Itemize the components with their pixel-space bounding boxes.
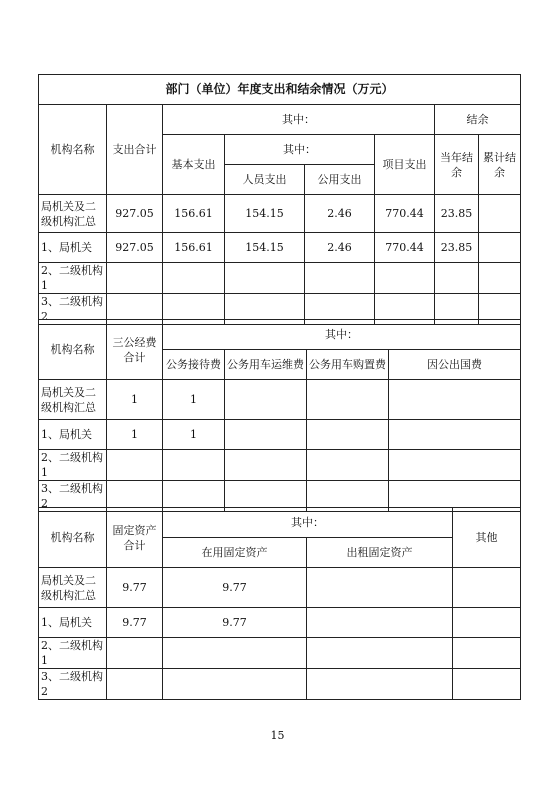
total-cell — [107, 263, 163, 294]
table-row — [39, 638, 521, 669]
header-of-which: 其中： — [163, 320, 521, 350]
header-vehicle-operation: 公务用车运维费 — [225, 350, 307, 380]
in-use-cell — [163, 638, 307, 669]
header-abroad: 因公出国费 — [389, 350, 521, 380]
reception-cell: 1 — [163, 380, 225, 420]
table-row — [39, 420, 521, 450]
header-three-public-total: 三公经费合计 — [107, 320, 163, 380]
header-cumulative-balance: 累计结余 — [479, 135, 521, 195]
basic-cell: 156.61 — [163, 233, 225, 263]
current-balance-cell — [435, 263, 479, 294]
header-other: 其他 — [453, 508, 521, 568]
fixed-assets-table — [38, 507, 521, 700]
abroad-cell — [389, 420, 521, 450]
org-name-cell: 2、二级机构1 — [39, 263, 107, 294]
three-public-expenses-table — [38, 319, 521, 512]
table-row — [39, 608, 521, 638]
in-use-cell — [163, 669, 307, 700]
vehicle-operation-cell — [225, 380, 307, 420]
vehicle-purchase-cell — [307, 450, 389, 481]
cumulative-balance-cell — [479, 195, 521, 233]
leased-cell — [307, 638, 453, 669]
header-balance: 结余 — [435, 105, 521, 135]
personnel-cell: 154.15 — [225, 233, 305, 263]
header-in-use-assets: 在用固定资产 — [163, 538, 307, 568]
total-cell: 927.05 — [107, 233, 163, 263]
header-leased-assets: 出租固定资产 — [307, 538, 453, 568]
total-cell: 927.05 — [107, 195, 163, 233]
public-cell: 2.46 — [305, 195, 375, 233]
other-cell — [453, 638, 521, 669]
header-of-which: 其中： — [163, 508, 453, 538]
header-org-name: 机构名称 — [39, 105, 107, 195]
total-cell: 1 — [107, 380, 163, 420]
vehicle-purchase-cell — [307, 380, 389, 420]
abroad-cell — [389, 380, 521, 420]
total-cell: 1 — [107, 420, 163, 450]
total-cell: 9.77 — [107, 568, 163, 608]
page-number: 15 — [270, 729, 285, 742]
org-name-cell: 局机关及二级机构汇总 — [39, 380, 107, 420]
header-current-balance: 当年结余 — [435, 135, 479, 195]
org-name-cell: 局机关及二级机构汇总 — [39, 568, 107, 608]
table-row — [39, 233, 521, 263]
header-vehicle-purchase: 公务用车购置费 — [307, 350, 389, 380]
total-cell — [107, 450, 163, 481]
current-balance-cell: 23.85 — [435, 233, 479, 263]
header-fixed-assets-total: 固定资产合计 — [107, 508, 163, 568]
in-use-cell: 9.77 — [163, 568, 307, 608]
project-cell: 770.44 — [375, 195, 435, 233]
vehicle-operation-cell — [225, 450, 307, 481]
basic-cell: 156.61 — [163, 195, 225, 233]
table-row — [39, 380, 521, 420]
reception-cell — [163, 450, 225, 481]
cumulative-balance-cell — [479, 233, 521, 263]
abroad-cell — [389, 450, 521, 481]
header-project-expenditure: 项目支出 — [375, 135, 435, 195]
expenditure-table — [38, 74, 521, 325]
org-name-cell: 1、局机关 — [39, 420, 107, 450]
header-org-name: 机构名称 — [39, 320, 107, 380]
header-org-name: 机构名称 — [39, 508, 107, 568]
vehicle-operation-cell — [225, 420, 307, 450]
org-name-cell: 局机关及二级机构汇总 — [39, 195, 107, 233]
basic-cell — [163, 263, 225, 294]
table-row — [39, 195, 521, 233]
org-name-cell: 2、二级机构1 — [39, 638, 107, 669]
header-of-which-sub: 其中： — [225, 135, 375, 165]
header-public: 公用支出 — [305, 165, 375, 195]
public-cell: 2.46 — [305, 233, 375, 263]
table-row — [39, 568, 521, 608]
other-cell — [453, 669, 521, 700]
personnel-cell — [225, 263, 305, 294]
org-name-cell: 2、二级机构1 — [39, 450, 107, 481]
other-cell — [453, 568, 521, 608]
total-cell: 9.77 — [107, 608, 163, 638]
table-row — [39, 450, 521, 481]
leased-cell — [307, 568, 453, 608]
table-title: 部门（单位）年度支出和结余情况（万元） — [39, 75, 521, 105]
header-reception: 公务接待费 — [163, 350, 225, 380]
reception-cell: 1 — [163, 420, 225, 450]
total-cell — [107, 669, 163, 700]
table-row — [39, 263, 521, 294]
other-cell — [453, 608, 521, 638]
org-name-cell: 1、局机关 — [39, 233, 107, 263]
header-personnel: 人员支出 — [225, 165, 305, 195]
org-name-cell: 3、二级机构2 — [39, 481, 107, 512]
leased-cell — [307, 669, 453, 700]
vehicle-purchase-cell — [307, 420, 389, 450]
header-of-which: 其中： — [163, 105, 435, 135]
org-name-cell: 3、二级机构2 — [39, 294, 107, 325]
current-balance-cell: 23.85 — [435, 195, 479, 233]
total-cell — [107, 638, 163, 669]
header-basic-expenditure: 基本支出 — [163, 135, 225, 195]
project-cell: 770.44 — [375, 233, 435, 263]
table-row — [39, 669, 521, 700]
personnel-cell: 154.15 — [225, 195, 305, 233]
header-total-expenditure: 支出合计 — [107, 105, 163, 195]
leased-cell — [307, 608, 453, 638]
public-cell — [305, 263, 375, 294]
cumulative-balance-cell — [479, 263, 521, 294]
org-name-cell: 1、局机关 — [39, 608, 107, 638]
in-use-cell: 9.77 — [163, 608, 307, 638]
project-cell — [375, 263, 435, 294]
org-name-cell: 3、二级机构2 — [39, 669, 107, 700]
